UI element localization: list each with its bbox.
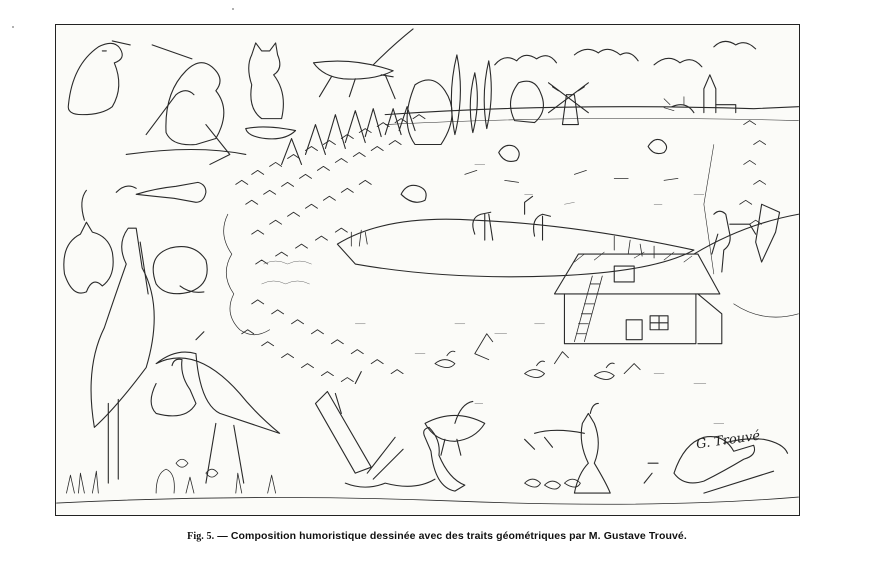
pelican — [91, 228, 154, 483]
artist-signature: G. Trouvé — [695, 428, 762, 453]
grasshopper — [313, 29, 413, 99]
horizon-line — [385, 107, 798, 125]
scan-speck — [232, 8, 234, 10]
hillside-edge — [694, 145, 799, 318]
ducklings-foreground — [525, 479, 581, 489]
goose-flapping — [425, 401, 485, 455]
hedgehog-ball — [153, 247, 207, 294]
figure-caption-text: — Composition humoristique dessinée avec des traits géométriques par M. Gustave Trouvé. — [217, 530, 687, 542]
trees — [282, 55, 544, 165]
pond-with-herons — [337, 196, 694, 276]
scan-speck — [12, 26, 14, 28]
girl-with-ducks — [525, 403, 611, 493]
frog-small — [68, 41, 130, 115]
thatched-cottage — [554, 252, 721, 344]
heron-left — [156, 332, 279, 483]
field-stones — [401, 139, 678, 202]
ducklings-row — [435, 334, 640, 380]
frog-large — [126, 45, 246, 165]
figure-label: Fig. 5. — [187, 531, 215, 542]
cat-in-bush — [64, 190, 113, 293]
swan — [151, 359, 196, 416]
sky-clouds — [495, 41, 756, 66]
gardener-right — [712, 204, 780, 272]
figure-caption — [0, 530, 874, 542]
windmill — [549, 83, 589, 125]
humorous-composition-drawing — [56, 25, 799, 515]
sitting-cat — [246, 43, 296, 139]
broken-tree-trunk — [315, 372, 435, 488]
foreground-grass — [57, 459, 799, 504]
fish-tail-ornament — [116, 182, 206, 202]
engraving-illustration — [55, 24, 800, 516]
